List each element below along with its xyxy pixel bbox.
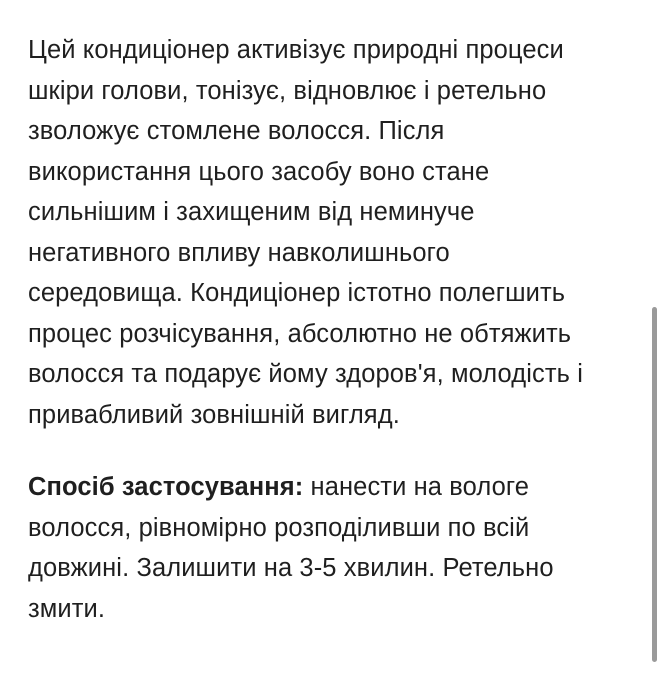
usage-line: довжині. Залишити на 3-5 хвилин. Ретельно (28, 554, 554, 582)
usage-line: волосся, рівномірно розподіливши по всій (28, 513, 530, 542)
description-line: середовища. Кондиціонер істотно полегшить (28, 279, 566, 307)
vertical-scrollbar[interactable] (652, 307, 657, 662)
description-line: негативного впливу навколишнього (28, 238, 450, 267)
description-line: Цей кондиціонер активізує природні процеси (28, 36, 564, 64)
description-line: процес розчісування, абсолютно не обтяжить (28, 319, 572, 348)
usage-label: Спосіб застосування: (28, 473, 304, 501)
description-line: використання цього засобу воно стане (28, 157, 490, 186)
description-line: привабливий зовнішній вигляд. (28, 400, 400, 429)
usage-line-text: нанести на вологе (303, 473, 530, 501)
description-line: волосся та подарує йому здоров'я, молодість і (28, 360, 583, 388)
description-line: зволожує стомлене волосся. Після (28, 117, 445, 145)
description-line: сильнішим і захищеним від неминуче (28, 198, 475, 226)
usage-first-line (28, 467, 643, 508)
product-description (28, 30, 643, 435)
description-line: шкіри голови, тонізує, відновлює і ретельно (28, 76, 547, 105)
product-text-content (28, 30, 643, 629)
usage-line: змити. (28, 594, 106, 623)
usage-instructions (28, 467, 643, 629)
